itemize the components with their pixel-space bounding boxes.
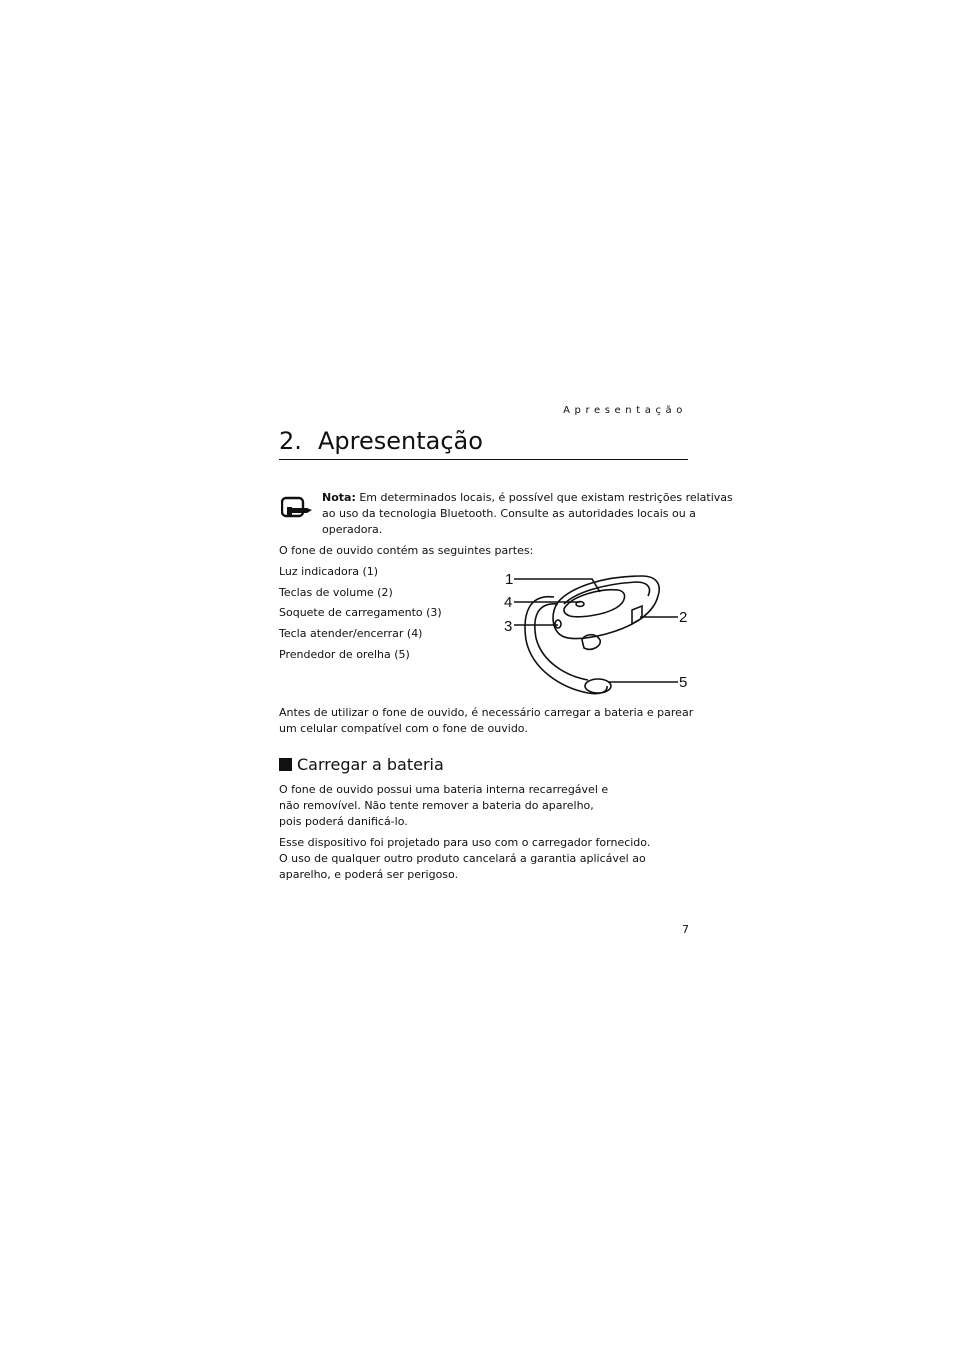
leader-line-1 [514,579,600,592]
paragraph-line: um celular compatível com o fone de ouvido. [279,722,528,735]
note-block [322,490,733,538]
list-item: Teclas de volume (2) [279,585,393,599]
paragraph-line: pois poderá danificá-lo. [279,815,408,828]
section-square-icon [279,758,292,771]
list-item: Prendedor de orelha (5) [279,647,410,661]
headset-diagram [496,562,696,700]
battery-paragraph-1 [279,782,608,830]
section-title: Carregar a bateria [297,755,444,774]
hand-note-icon [281,495,313,519]
before-use-paragraph [279,705,693,737]
callout-3: 3 [504,618,513,635]
paragraph-line: aparelho, e poderá ser perigoso. [279,868,459,881]
ear-hook-inner [535,604,588,680]
note-line-2: ao uso da tecnologia Bluetooth. Consulte as autoridades locais ou a [322,507,696,520]
note-text-1: Em determinados locais, é possível que existam restrições relativas [355,491,733,504]
paragraph-line: não removível. Não tente remover a bateria do aparelho, [279,799,594,812]
headset-body-inner [564,582,650,604]
charger-socket [555,620,561,628]
chapter-title-text: Apresentação [318,427,483,455]
callout-1: 1 [505,571,514,588]
list-item: Soquete de carregamento (3) [279,606,442,620]
running-header: Apresentação [563,405,687,416]
paragraph-line: O uso de qualquer outro produto cancelará a garantia aplicável ao [279,852,646,865]
note-line-3: operadora. [322,523,383,536]
section-heading [279,755,444,774]
list-item: Luz indicadora (1) [279,565,379,578]
paragraph-line: O fone de ouvido possui uma bateria interna recarregável e [279,783,609,796]
paragraph-line: Esse dispositivo foi projetado para uso com o carregador fornecido. [279,836,651,849]
volume-keys [632,606,642,624]
callout-4: 4 [504,594,513,611]
parts-list [279,564,442,667]
chapter-number: 2. [279,427,302,455]
battery-paragraph-2 [279,835,650,883]
callout-5: 5 [679,674,688,691]
answer-key [564,590,625,617]
list-item: Tecla atender/encerrar (4) [279,627,423,641]
parts-intro: O fone de ouvido contém as seguintes partes: [279,544,534,557]
callout-2: 2 [679,609,688,626]
note-label: Nota: [322,491,356,504]
chapter-title [279,427,483,455]
title-rule [279,459,688,460]
paragraph-line: Antes de utilizar o fone de ouvido, é necessário carregar a bateria e parear [279,706,694,719]
note-line-1 [322,490,733,506]
page-number: 7 [682,923,689,936]
